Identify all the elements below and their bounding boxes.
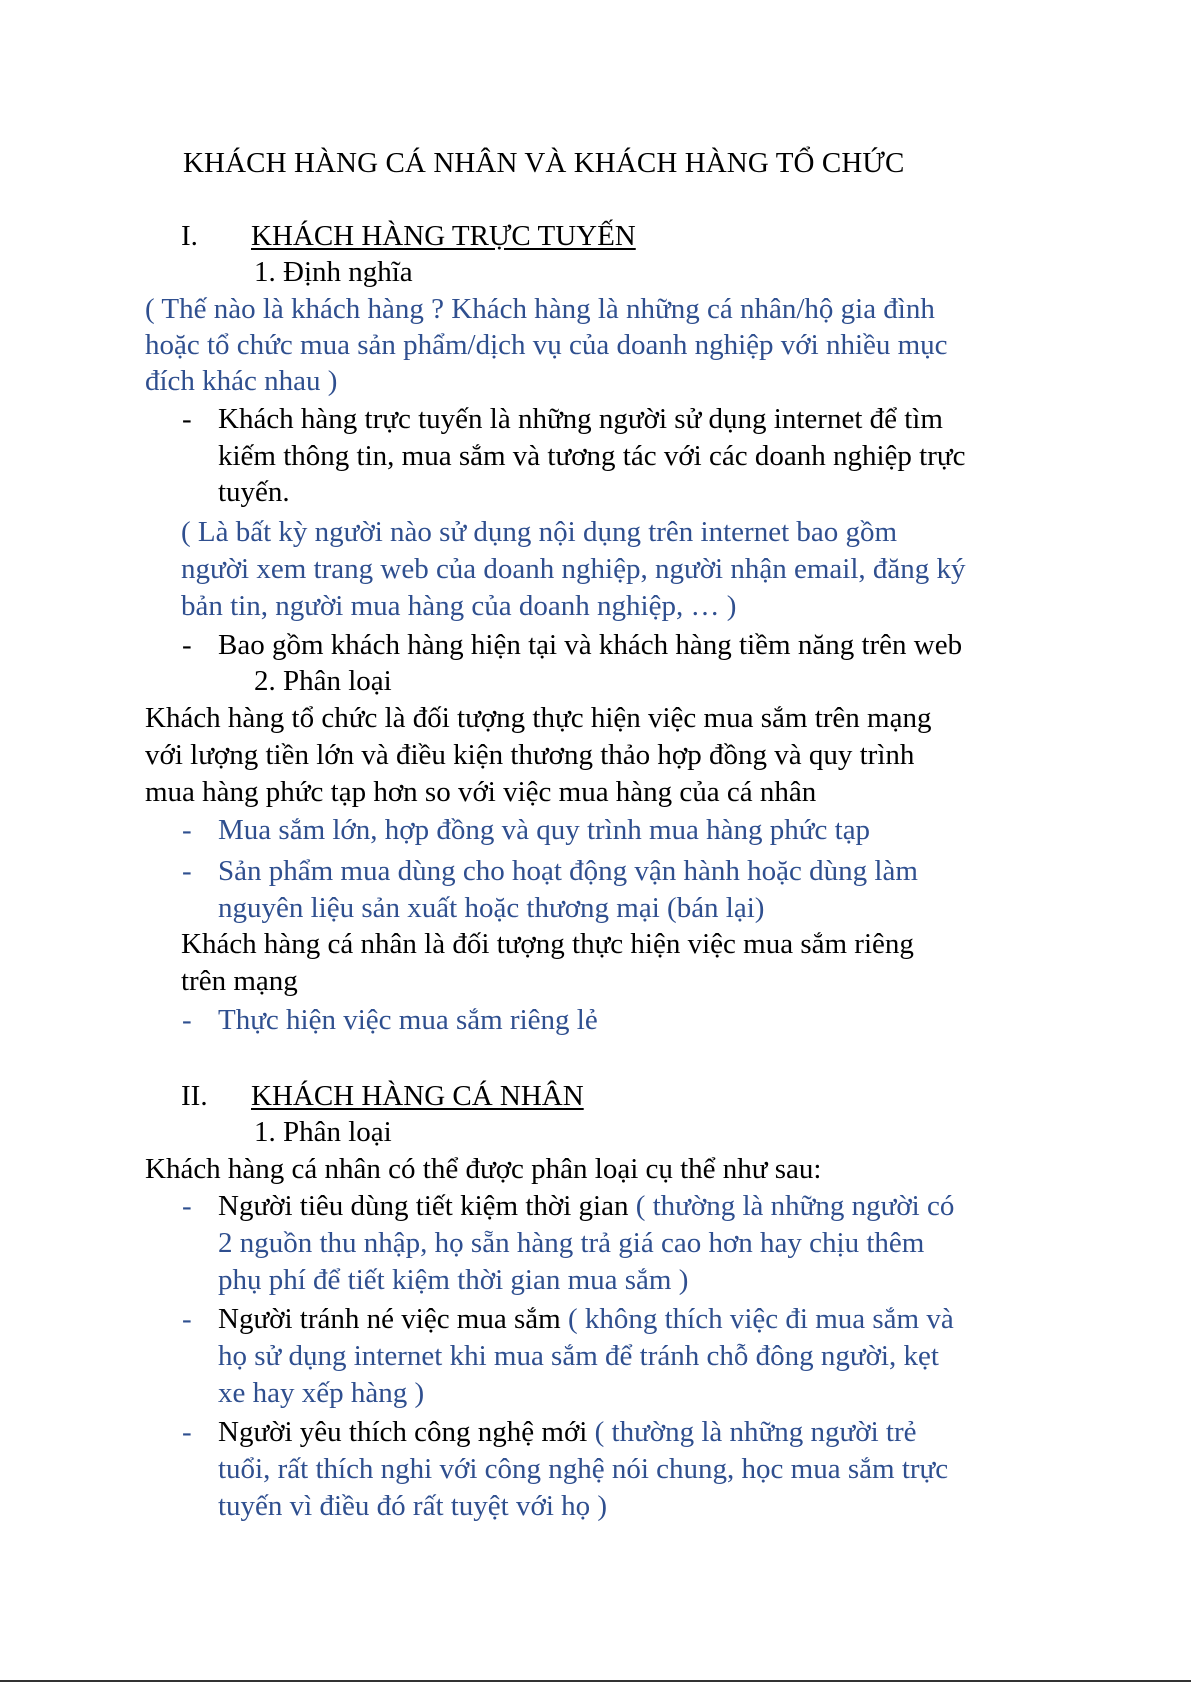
bullet-note: ( thường là những người trẻ [594,1416,917,1448]
section-2-heading: KHÁCH HÀNG CÁ NHÂN [251,1080,584,1112]
section-1-sub-definition: 1. Định nghĩa [254,256,413,288]
bullet-line: Thực hiện việc mua sắm riêng lẻ [218,1004,598,1036]
note-line: đích khác nhau ) [145,365,338,397]
section-2-sub-classification: 1. Phân loại [254,1116,392,1148]
bullet-lead: Người tiêu dùng tiết kiệm thời gian [218,1190,629,1222]
bullet-line [218,1188,954,1224]
bullet-dash: - [182,1416,192,1448]
paragraph-line: Khách hàng tổ chức là đối tượng thực hiện việc mua sắm trên mạng [145,702,932,734]
bullet-line: 2 nguồn thu nhập, họ sẵn hàng trả giá cao hơn hay chịu thêm [218,1227,925,1259]
paragraph-line: Khách hàng cá nhân là đối tượng thực hiện việc mua sắm riêng [181,928,914,960]
bullet-dash: - [182,403,192,435]
note-line: ( Thế nào là khách hàng ? Khách hàng là những cá nhân/hộ gia đình [145,293,935,325]
bullet-line: Sản phẩm mua dùng cho hoạt động vận hành hoặc dùng làm [218,855,918,887]
paragraph-line: mua hàng phức tạp hơn so với việc mua hàng của cá nhân [145,776,817,808]
bullet-line: Mua sắm lớn, hợp đồng và quy trình mua hàng phức tạp [218,814,871,846]
section-1-number: I. [181,220,198,252]
bullet-dash: - [182,1303,192,1335]
paragraph-line: với lượng tiền lớn và điều kiện thương thảo hợp đồng và quy trình [145,739,915,771]
bullet-line: phụ phí để tiết kiệm thời gian mua sắm ) [218,1264,689,1296]
section-2-number: II. [181,1080,208,1112]
bullet-line: Bao gồm khách hàng hiện tại và khách hàng tiềm năng trên web [218,629,963,661]
bullet-lead: Người tránh né việc mua sắm [218,1303,561,1335]
bullet-line: tuyến vì điều đó rất tuyệt với họ ) [218,1490,608,1522]
note-line: người xem trang web của doanh nghiệp, người nhận email, đăng ký [181,553,966,585]
bullet-note: ( không thích việc đi mua sắm và [567,1303,954,1335]
bullet-note: ( thường là những người có [635,1190,955,1222]
bullet-lead: Người yêu thích công nghệ mới [218,1416,588,1448]
note-line: hoặc tổ chức mua sản phẩm/dịch vụ của doanh nghiệp với nhiều mục [145,329,948,361]
section-1-heading: KHÁCH HÀNG TRỰC TUYẾN [251,220,636,252]
document-title: KHÁCH HÀNG CÁ NHÂN VÀ KHÁCH HÀNG TỔ CHỨC [183,147,905,179]
bullet-line: kiếm thông tin, mua sắm và tương tác với các doanh nghiệp trực [218,440,966,472]
bullet-line: xe hay xếp hàng ) [218,1377,425,1409]
bullet-dash: - [182,1004,192,1036]
bullet-dash: - [182,629,192,661]
bullet-dash: - [182,814,192,846]
bullet-line [218,1301,954,1337]
paragraph-line: trên mạng [181,965,298,997]
bullet-line: Khách hàng trực tuyến là những người sử dụng internet để tìm [218,403,943,435]
bullet-line: tuổi, rất thích nghi với công nghệ nói chung, học mua sắm trực [218,1453,949,1485]
bullet-dash: - [182,1190,192,1222]
bullet-line: họ sử dụng internet khi mua sắm để tránh chỗ đông người, kẹt [218,1340,939,1372]
section-1-sub-classification: 2. Phân loại [254,665,392,697]
paragraph-line: Khách hàng cá nhân có thể được phân loại cụ thể như sau: [145,1153,822,1185]
note-line: ( Là bất kỳ người nào sử dụng nội dụng trên internet bao gồm [181,516,898,548]
bullet-line: tuyến. [218,476,290,508]
bullet-dash: - [182,855,192,887]
bullet-line: nguyên liệu sản xuất hoặc thương mại (bán lại) [218,892,765,924]
bullet-line [218,1414,916,1450]
note-line: bản tin, người mua hàng của doanh nghiệp, … ) [181,590,737,622]
page-bottom-border [0,1680,1191,1682]
